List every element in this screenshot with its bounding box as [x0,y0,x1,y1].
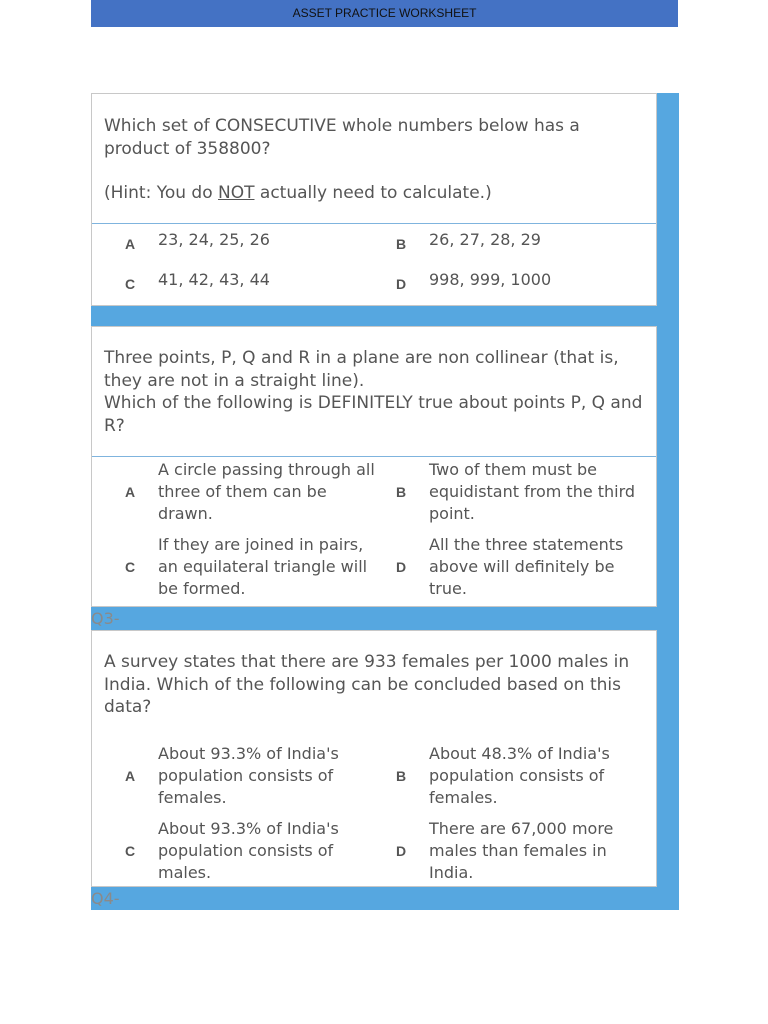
question-3-option-c[interactable] [92,816,352,886]
option-letter: B [396,768,407,784]
option-letter: D [396,276,407,292]
option-letter: C [125,559,136,575]
question-1-option-a[interactable] [92,224,352,264]
option-letter: A [125,236,136,252]
question-card-3 [91,630,657,887]
option-text: 998, 999, 1000 [429,270,552,289]
option-text: 26, 27, 28, 29 [429,230,541,249]
option-letter: A [125,768,136,784]
question-2-option-d[interactable] [363,532,623,602]
question-2-line-2: Which of the following is DEFINITELY true about points P, Q and R? [104,393,643,436]
question-1-line-1: Which set of CONSECUTIVE whole numbers below has a product of 358800? [104,116,580,159]
option-text: About 48.3% of India's population consists of females. [429,744,610,807]
question-3-option-a[interactable] [92,741,352,811]
question-3-line-1: A survey states that there are 933 females per 1000 males in India. Which of the following can be concluded based on this data? [104,652,630,717]
question-1-option-c[interactable] [92,264,352,304]
question-2-line-1: Three points, P, Q and R in a plane are non collinear (that is, they are not in a straight line). [104,348,619,391]
question-1-text [104,115,646,205]
question-card-2 [91,326,657,607]
question-3-option-b[interactable] [363,741,623,811]
question-3-text [104,651,646,719]
option-letter: A [125,484,136,500]
option-letter: C [125,276,136,292]
option-text: Two of them must be equidistant from the third point. [429,460,636,523]
option-text: 41, 42, 43, 44 [158,270,270,289]
option-letter: D [396,559,407,575]
option-letter: D [396,843,407,859]
question-3-label: Q3- [91,609,120,628]
question-card-1 [91,93,657,306]
question-1-option-b[interactable] [363,224,623,264]
option-text: 23, 24, 25, 26 [158,230,270,249]
question-2-text [104,347,646,437]
option-letter: B [396,484,407,500]
option-text: About 93.3% of India's population consists of females. [158,744,339,807]
option-letter: B [396,236,407,252]
question-1-hint [104,182,646,205]
question-2-option-b[interactable] [363,457,636,527]
question-1-option-d[interactable] [363,264,623,304]
hint-suffix: actually need to calculate.) [254,183,492,203]
question-2-option-c[interactable] [92,532,368,602]
question-4-label: Q4- [91,889,120,908]
question-2-option-a[interactable] [92,457,375,527]
option-letter: C [125,843,136,859]
worksheet-header [91,0,678,27]
option-text: A circle passing through all three of them can be drawn. [158,460,375,523]
hint-emphasis: NOT [218,183,255,203]
option-text: There are 67,000 more males than females in India. [429,819,614,882]
worksheet-title: ASSET PRACTICE WORKSHEET [292,6,477,20]
question-3-option-d[interactable] [363,816,623,886]
option-text: All the three statements above will definitely be true. [429,535,624,598]
option-text: About 93.3% of India's population consists of males. [158,819,339,882]
hint-prefix: (Hint: You do [104,183,219,203]
option-text: If they are joined in pairs, an equilateral triangle will be formed. [158,535,368,598]
